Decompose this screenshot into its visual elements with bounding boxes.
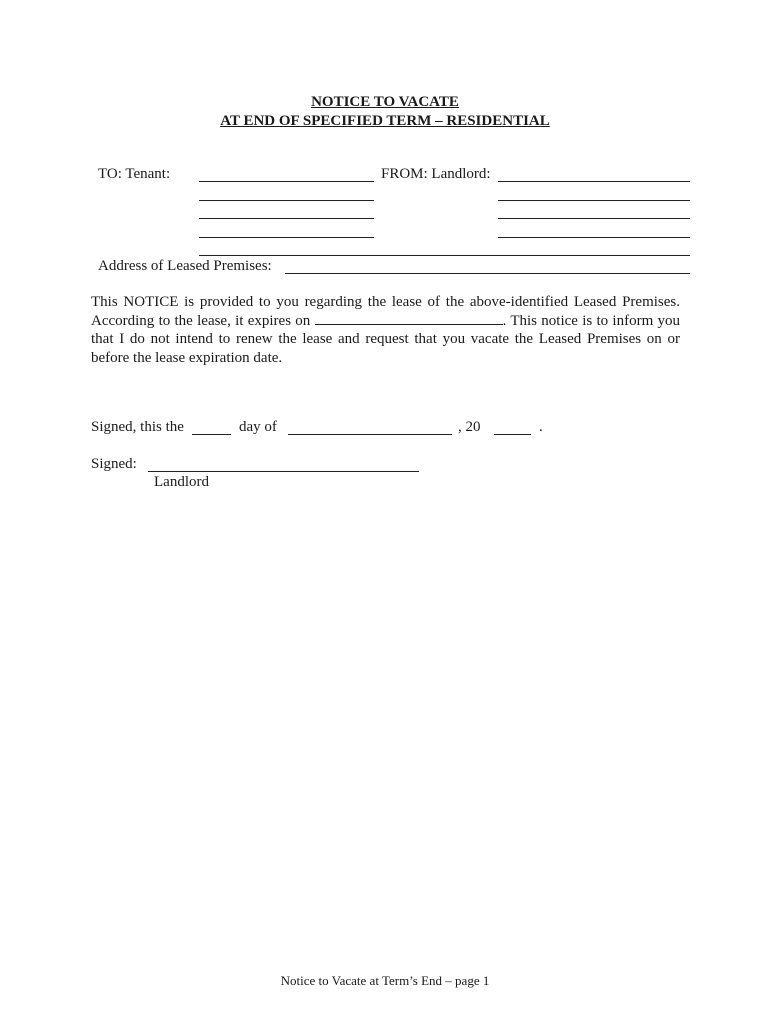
- signed-this-label: Signed, this the: [91, 419, 184, 435]
- tenant-name-line-1[interactable]: [199, 181, 374, 182]
- day-field[interactable]: [192, 434, 231, 435]
- signature-field[interactable]: [148, 471, 419, 472]
- year-field[interactable]: [494, 434, 531, 435]
- notice-text-part2: . This notice is to inform you that I do not intend to renew the lease and request that you vacate the Leased Premises on or before the lease expiration date.: [91, 312, 681, 366]
- landlord-name-line-2[interactable]: [498, 200, 690, 201]
- expiration-date-field[interactable]: [315, 312, 503, 325]
- page-footer: Notice to Vacate at Term’s End – page 1: [280, 973, 490, 988]
- landlord-caption: Landlord: [154, 474, 209, 490]
- address-line-upper[interactable]: [199, 255, 690, 256]
- landlord-name-line-1[interactable]: [498, 181, 690, 182]
- tenant-label: TO: Tenant:: [98, 166, 171, 182]
- document-title: NOTICE TO VACATE: [311, 94, 459, 110]
- period-mark: .: [539, 419, 543, 435]
- landlord-name-line-3[interactable]: [498, 218, 690, 219]
- address-label: Address of Leased Premises:: [98, 258, 272, 274]
- tenant-name-line-4[interactable]: [199, 237, 374, 238]
- month-field[interactable]: [288, 434, 452, 435]
- landlord-name-line-4[interactable]: [498, 237, 690, 238]
- landlord-label: FROM: Landlord:: [381, 166, 491, 182]
- signed-label: Signed:: [91, 456, 137, 472]
- address-line[interactable]: [285, 273, 690, 274]
- tenant-name-line-3[interactable]: [199, 218, 374, 219]
- tenant-name-line-2[interactable]: [199, 200, 374, 201]
- notice-paragraph: [91, 293, 680, 367]
- day-of-label: day of: [239, 419, 277, 435]
- year-prefix-label: , 20: [458, 419, 481, 435]
- notice-text-part1: This NOTICE is provided to you regarding the lease of the above-identified Leased Premises. According to the lease, it expires on: [91, 294, 680, 329]
- document-subtitle: AT END OF SPECIFIED TERM – RESIDENTIAL: [220, 113, 550, 129]
